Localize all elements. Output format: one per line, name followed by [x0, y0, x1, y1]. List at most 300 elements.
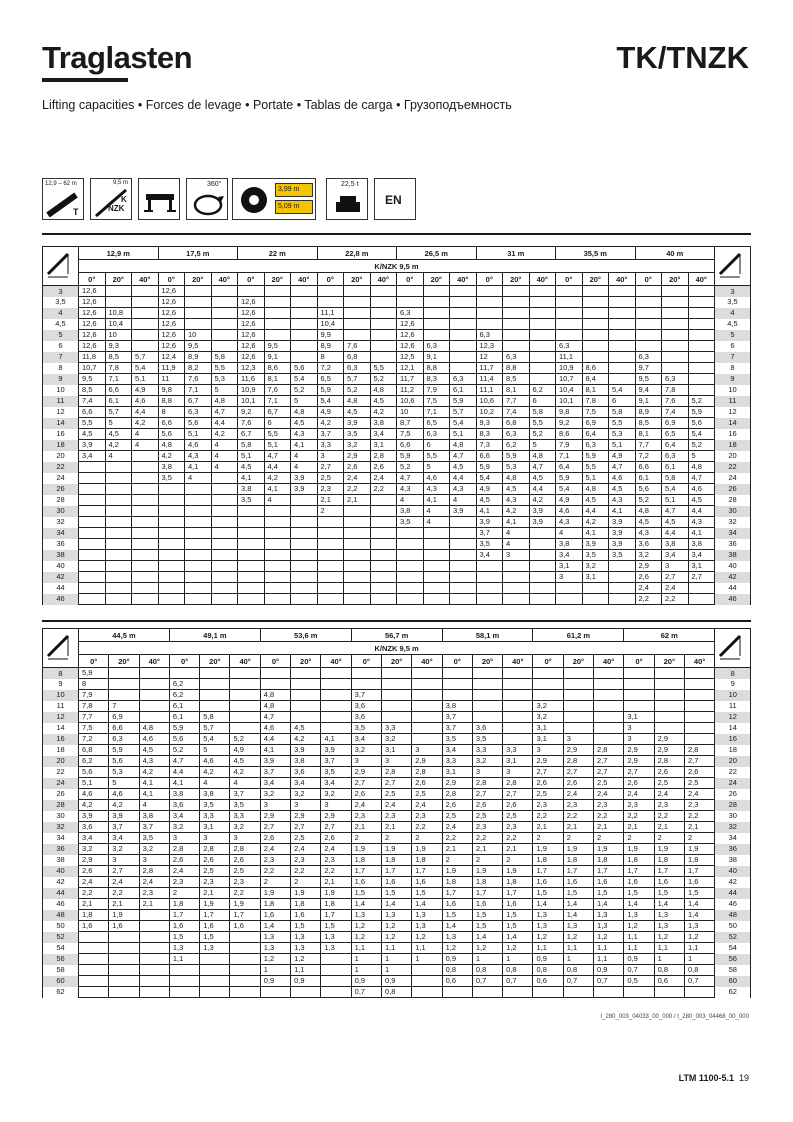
- capacity-cell: [105, 594, 132, 605]
- capacity-cell: 3,9: [109, 811, 139, 822]
- boom-icon: [42, 178, 84, 220]
- capacity-cell: [423, 308, 450, 319]
- capacity-cell: 1,4: [351, 899, 381, 910]
- offset-header: 20°: [381, 655, 411, 668]
- boom-range-label: 12,9 – 62 m: [45, 181, 77, 187]
- capacity-cell: 4,5: [105, 429, 132, 440]
- capacity-cell: 3,6: [351, 701, 381, 712]
- boom-length-header: 35,5 m: [556, 247, 636, 260]
- radius-label: 30: [43, 811, 79, 822]
- capacity-cell: 1,7: [200, 910, 230, 921]
- capacity-cell: [132, 528, 159, 539]
- capacity-cell: 2,3: [200, 877, 230, 888]
- capacity-cell: 2,4: [563, 789, 593, 800]
- capacity-cell: 4,9: [556, 495, 583, 506]
- capacity-cell: [529, 330, 556, 341]
- radius-label: 14: [715, 418, 751, 429]
- capacity-cell: 5: [211, 385, 238, 396]
- capacity-cell: [412, 712, 442, 723]
- capacity-cell: 3,7: [317, 429, 344, 440]
- capacity-cell: [132, 341, 159, 352]
- capacity-cell: 4,1: [582, 528, 609, 539]
- radius-label: 4,5: [43, 319, 79, 330]
- radius-label: 9: [715, 374, 751, 385]
- capacity-cell: 1,4: [563, 899, 593, 910]
- radius-header-icon: [43, 629, 79, 668]
- capacity-cell: 1,3: [442, 932, 472, 943]
- radius-label: 48: [715, 910, 751, 921]
- capacity-cell: [211, 473, 238, 484]
- capacity-cell: 3,2: [260, 789, 290, 800]
- capacity-cell: [291, 679, 321, 690]
- radius-label: 54: [43, 943, 79, 954]
- capacity-cell: [582, 297, 609, 308]
- capacity-cell: [317, 572, 344, 583]
- capacity-cell: 2,9: [260, 811, 290, 822]
- capacity-cell: 2,9: [321, 811, 351, 822]
- capacity-cell: [529, 286, 556, 297]
- radius-label: 34: [715, 528, 751, 539]
- capacity-cell: 8,3: [476, 429, 503, 440]
- capacity-cell: 1,2: [594, 932, 624, 943]
- capacity-cell: 5,2: [370, 374, 397, 385]
- capacity-cell: 2,4: [321, 844, 351, 855]
- capacity-cell: 11: [158, 374, 185, 385]
- capacity-cell: [185, 594, 212, 605]
- offset-header: 0°: [624, 655, 654, 668]
- capacity-cell: [370, 341, 397, 352]
- boom-length-header: 26,5 m: [397, 247, 477, 260]
- capacity-cell: 6: [529, 396, 556, 407]
- capacity-cell: 6,2: [529, 385, 556, 396]
- radius-label: 38: [43, 855, 79, 866]
- capacity-cell: [291, 594, 318, 605]
- capacity-cell: [109, 987, 139, 998]
- capacity-cell: 6,6: [397, 440, 424, 451]
- capacity-cell: 2,2: [412, 822, 442, 833]
- radius-label: 16: [715, 734, 751, 745]
- capacity-cell: [450, 517, 477, 528]
- capacity-cell: 5,9: [503, 451, 530, 462]
- radius-label: 32: [43, 822, 79, 833]
- capacity-cell: 4,6: [609, 473, 636, 484]
- radius-label: 12: [715, 712, 751, 723]
- capacity-row: [43, 583, 751, 594]
- capacity-cell: 5,6: [291, 363, 318, 374]
- capacity-cell: 3,8: [158, 462, 185, 473]
- capacity-cell: [105, 286, 132, 297]
- capacity-cell: 4,7: [662, 506, 689, 517]
- capacity-cell: 2,4: [412, 800, 442, 811]
- capacity-cell: 0,9: [533, 954, 563, 965]
- radius-label: 32: [43, 517, 79, 528]
- capacity-cell: [211, 517, 238, 528]
- capacity-cell: 8,1: [582, 385, 609, 396]
- capacity-cell: [200, 701, 230, 712]
- capacity-cell: [291, 319, 318, 330]
- capacity-cell: 2,6: [503, 800, 533, 811]
- capacity-cell: 2,2: [624, 811, 654, 822]
- capacity-cell: [662, 286, 689, 297]
- capacity-cell: 2,3: [472, 822, 502, 833]
- capacity-cell: [635, 319, 662, 330]
- capacity-cell: [79, 462, 106, 473]
- capacity-cell: 2,3: [260, 855, 290, 866]
- capacity-cell: [321, 976, 351, 987]
- capacity-cell: 3,1: [200, 822, 230, 833]
- capacity-cell: 8,8: [423, 363, 450, 374]
- capacity-cell: 7,1: [105, 374, 132, 385]
- capacity-cell: 12,6: [397, 319, 424, 330]
- capacity-cell: 3,2: [79, 844, 109, 855]
- capacity-cell: 2,1: [624, 822, 654, 833]
- capacity-cell: 4,5: [370, 396, 397, 407]
- capacity-cell: 8,1: [264, 374, 291, 385]
- radius-label: 24: [43, 473, 79, 484]
- capacity-cell: 7,8: [662, 385, 689, 396]
- radius-label: 8: [43, 363, 79, 374]
- capacity-cell: [291, 506, 318, 517]
- capacity-cell: 1,1: [169, 954, 199, 965]
- capacity-cell: 1,3: [321, 932, 351, 943]
- capacity-cell: 0,8: [381, 987, 411, 998]
- capacity-cell: 6,1: [105, 396, 132, 407]
- capacity-cell: 2,7: [260, 822, 290, 833]
- capacity-cell: [169, 987, 199, 998]
- boom-length-header: 53,6 m: [260, 629, 351, 642]
- capacity-cell: [260, 679, 290, 690]
- capacity-row: [43, 528, 751, 539]
- capacity-cell: 5,4: [662, 484, 689, 495]
- capacity-cell: 2: [563, 833, 593, 844]
- capacity-cell: [450, 352, 477, 363]
- capacity-cell: 5,3: [211, 374, 238, 385]
- capacity-cell: 2,7: [291, 822, 321, 833]
- capacity-cell: 3: [351, 756, 381, 767]
- capacity-cell: [582, 583, 609, 594]
- capacity-cell: [200, 668, 230, 679]
- capacity-cell: 2,6: [260, 833, 290, 844]
- capacity-cell: 3,2: [533, 712, 563, 723]
- capacity-cell: 2,2: [472, 833, 502, 844]
- capacity-cell: 4: [139, 800, 169, 811]
- capacity-cell: [238, 561, 265, 572]
- capacity-cell: 6,7: [264, 407, 291, 418]
- radius-label: 24: [715, 778, 751, 789]
- capacity-row: [43, 363, 751, 374]
- capacity-cell: 10,6: [476, 396, 503, 407]
- capacity-cell: 2,7: [533, 767, 563, 778]
- capacity-cell: [321, 668, 351, 679]
- capacity-cell: 2,6: [169, 855, 199, 866]
- capacity-cell: 6,9: [662, 418, 689, 429]
- capacity-cell: 6,3: [344, 363, 371, 374]
- capacity-cell: 2,5: [317, 473, 344, 484]
- capacity-cell: 4,1: [503, 517, 530, 528]
- radius-label: 42: [43, 572, 79, 583]
- capacity-cell: 1: [351, 965, 381, 976]
- capacity-cell: 3: [624, 723, 654, 734]
- capacity-cell: 1,3: [684, 921, 714, 932]
- radius-label: 46: [43, 899, 79, 910]
- capacity-cell: 2,6: [230, 855, 260, 866]
- offset-header: 40°: [139, 655, 169, 668]
- capacity-cell: [423, 572, 450, 583]
- capacity-cell: 5,7: [105, 407, 132, 418]
- capacity-cell: 12,3: [238, 363, 265, 374]
- capacity-cell: [139, 712, 169, 723]
- capacity-cell: 3,4: [442, 745, 472, 756]
- capacity-cell: [654, 690, 684, 701]
- capacity-cell: 9,8: [158, 385, 185, 396]
- capacity-cell: 1,2: [442, 943, 472, 954]
- capacity-cell: [105, 517, 132, 528]
- radius-label: 26: [43, 484, 79, 495]
- capacity-cell: 12,6: [397, 341, 424, 352]
- capacity-cell: 7,5: [582, 407, 609, 418]
- capacity-cell: [688, 363, 715, 374]
- capacity-cell: [370, 352, 397, 363]
- crane-radius-icon: [44, 250, 78, 280]
- capacity-cell: 3: [139, 855, 169, 866]
- capacity-row: [43, 352, 751, 363]
- capacity-cell: [230, 943, 260, 954]
- capacity-cell: 4,1: [688, 528, 715, 539]
- radius-label: 3,5: [43, 297, 79, 308]
- capacity-cell: 1: [684, 954, 714, 965]
- capacity-cell: [158, 528, 185, 539]
- capacity-row: [43, 844, 751, 855]
- capacity-row: [43, 407, 751, 418]
- capacity-cell: [624, 701, 654, 712]
- capacity-cell: 4,1: [291, 440, 318, 451]
- capacity-cell: 5,9: [79, 668, 109, 679]
- capacity-cell: 3,2: [472, 756, 502, 767]
- capacity-cell: [609, 594, 636, 605]
- capacity-cell: 8,9: [185, 352, 212, 363]
- capacity-cell: [351, 679, 381, 690]
- capacity-cell: [79, 506, 106, 517]
- capacity-cell: [450, 330, 477, 341]
- capacity-cell: 4,3: [291, 429, 318, 440]
- capacity-cell: 1,2: [503, 943, 533, 954]
- capacity-cell: 2: [654, 833, 684, 844]
- capacity-cell: 1,3: [594, 921, 624, 932]
- capacity-cell: [211, 484, 238, 495]
- capacity-cell: [109, 668, 139, 679]
- capacity-cell: 1,6: [230, 921, 260, 932]
- capacity-cell: 4: [556, 528, 583, 539]
- capacity-cell: [529, 341, 556, 352]
- capacity-cell: 1,5: [169, 932, 199, 943]
- capacity-cell: [321, 690, 351, 701]
- capacity-cell: [688, 297, 715, 308]
- capacity-cell: 9,5: [635, 374, 662, 385]
- capacity-cell: 2,7: [381, 778, 411, 789]
- capacity-cell: [211, 308, 238, 319]
- offset-header: 20°: [423, 273, 450, 286]
- radius-label: 52: [43, 932, 79, 943]
- capacity-row: [43, 943, 751, 954]
- capacity-cell: 6,3: [662, 374, 689, 385]
- capacity-cell: 12,6: [158, 330, 185, 341]
- capacity-cell: [688, 308, 715, 319]
- capacity-cell: 4,9: [132, 385, 159, 396]
- capacity-cell: 5: [109, 778, 139, 789]
- drawing-reference: t_280_003_04033_00_000 / t_280_003_04468_00_000: [600, 1014, 749, 1020]
- capacity-cell: [139, 987, 169, 998]
- capacity-cell: 3,4: [79, 833, 109, 844]
- capacity-cell: 2,8: [139, 866, 169, 877]
- capacity-cell: 2,2: [109, 888, 139, 899]
- capacity-cell: [397, 528, 424, 539]
- capacity-table-1: [42, 246, 751, 605]
- capacity-cell: 1: [472, 954, 502, 965]
- offset-header: 40°: [291, 273, 318, 286]
- capacity-cell: [291, 583, 318, 594]
- radius-label: 28: [43, 800, 79, 811]
- capacity-cell: 5,6: [169, 734, 199, 745]
- radius-label: 12: [43, 712, 79, 723]
- capacity-cell: 3,1: [688, 561, 715, 572]
- capacity-cell: 2,1: [139, 899, 169, 910]
- capacity-cell: [238, 506, 265, 517]
- capacity-cell: 3,2: [635, 550, 662, 561]
- capacity-cell: 2,1: [503, 844, 533, 855]
- capacity-cell: 2,4: [109, 877, 139, 888]
- capacity-cell: [662, 352, 689, 363]
- boom-length-header: 22,8 m: [317, 247, 397, 260]
- capacity-cell: [442, 987, 472, 998]
- capacity-cell: [662, 363, 689, 374]
- capacity-cell: [529, 308, 556, 319]
- offset-header: 0°: [556, 273, 583, 286]
- capacity-cell: [397, 297, 424, 308]
- capacity-cell: [139, 976, 169, 987]
- capacity-cell: [609, 363, 636, 374]
- capacity-cell: [105, 495, 132, 506]
- capacity-cell: 1,9: [200, 899, 230, 910]
- capacity-cell: [109, 690, 139, 701]
- capacity-cell: 2,4: [370, 473, 397, 484]
- capacity-cell: [503, 701, 533, 712]
- capacity-cell: [503, 561, 530, 572]
- capacity-cell: 3,6: [472, 723, 502, 734]
- capacity-cell: 2,1: [533, 822, 563, 833]
- capacity-cell: 4,3: [185, 451, 212, 462]
- capacity-cell: 1,2: [381, 932, 411, 943]
- capacity-cell: 6,3: [423, 429, 450, 440]
- capacity-cell: 4,3: [450, 484, 477, 495]
- capacity-cell: 1,3: [200, 943, 230, 954]
- capacity-cell: 8,9: [635, 407, 662, 418]
- capacity-cell: 2,5: [594, 778, 624, 789]
- capacity-cell: [230, 723, 260, 734]
- capacity-cell: 5,4: [317, 396, 344, 407]
- capacity-cell: 4,5: [688, 495, 715, 506]
- offset-header: 20°: [109, 655, 139, 668]
- capacity-cell: 3,8: [662, 539, 689, 550]
- capacity-row: [43, 440, 751, 451]
- capacity-cell: 1,2: [624, 921, 654, 932]
- capacity-cell: 1,3: [351, 910, 381, 921]
- title-underline: [42, 78, 128, 82]
- capacity-row: [43, 789, 751, 800]
- capacity-cell: [563, 701, 593, 712]
- capacity-cell: 4,2: [109, 800, 139, 811]
- capacity-cell: 3: [169, 833, 199, 844]
- capacity-cell: [688, 341, 715, 352]
- capacity-cell: [185, 506, 212, 517]
- capacity-cell: [423, 286, 450, 297]
- capacity-cell: [344, 517, 371, 528]
- capacity-cell: 5,6: [635, 484, 662, 495]
- capacity-cell: 4,5: [344, 407, 371, 418]
- capacity-cell: [238, 572, 265, 583]
- capacity-cell: [317, 561, 344, 572]
- capacity-cell: 6,2: [79, 756, 109, 767]
- capacity-cell: 0,8: [472, 965, 502, 976]
- capacity-cell: [132, 561, 159, 572]
- capacity-cell: 4: [132, 440, 159, 451]
- capacity-cell: [230, 701, 260, 712]
- capacity-cell: 2,5: [200, 866, 230, 877]
- capacity-cell: [132, 319, 159, 330]
- capacity-cell: 2,5: [381, 789, 411, 800]
- capacity-cell: 2,9: [351, 767, 381, 778]
- capacity-cell: 1,6: [563, 877, 593, 888]
- capacity-cell: [139, 954, 169, 965]
- capacity-cell: [609, 374, 636, 385]
- capacity-cell: [264, 319, 291, 330]
- radius-header-icon: [715, 247, 751, 286]
- capacity-cell: 5,4: [556, 484, 583, 495]
- capacity-cell: 2,3: [169, 877, 199, 888]
- capacity-cell: 6,1: [662, 462, 689, 473]
- capacity-cell: 6,1: [450, 385, 477, 396]
- capacity-cell: [291, 572, 318, 583]
- capacity-cell: [317, 539, 344, 550]
- capacity-row: [43, 690, 751, 701]
- capacity-cell: 3,7: [230, 789, 260, 800]
- capacity-cell: 4,4: [211, 418, 238, 429]
- capacity-cell: [105, 528, 132, 539]
- capacity-cell: [185, 297, 212, 308]
- capacity-cell: 4,5: [79, 429, 106, 440]
- capacity-cell: [211, 506, 238, 517]
- capacity-cell: 12,5: [397, 352, 424, 363]
- capacity-cell: 10: [185, 330, 212, 341]
- capacity-cell: [264, 561, 291, 572]
- capacity-cell: 0,7: [472, 976, 502, 987]
- capacity-cell: 0,9: [594, 965, 624, 976]
- capacity-cell: [264, 539, 291, 550]
- capacity-cell: 4,9: [476, 484, 503, 495]
- capacity-cell: 2,5: [684, 778, 714, 789]
- capacity-cell: [556, 297, 583, 308]
- capacity-cell: 3,4: [260, 778, 290, 789]
- boom-length-header: 44,5 m: [79, 629, 170, 642]
- capacity-cell: 3,9: [79, 811, 109, 822]
- capacity-cell: [105, 297, 132, 308]
- capacity-cell: 0,8: [684, 965, 714, 976]
- capacity-cell: 3,4: [109, 833, 139, 844]
- radius-label: 34: [43, 528, 79, 539]
- capacity-cell: 5,8: [200, 712, 230, 723]
- radius-label: 22: [715, 767, 751, 778]
- page-title: Traglasten: [42, 40, 193, 75]
- capacity-cell: 9,3: [476, 418, 503, 429]
